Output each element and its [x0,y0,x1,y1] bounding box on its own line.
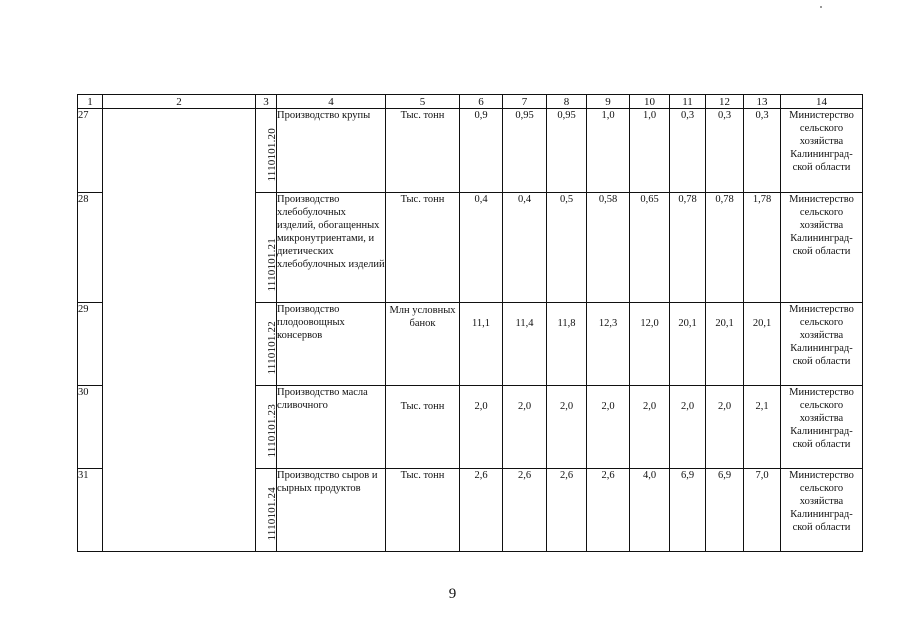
col-header: 1 [78,95,103,109]
indicator-code-cell [256,303,277,386]
indicator-code-cell [256,469,277,552]
scan-speck [820,6,822,8]
value-cell: 0,78 [670,193,706,303]
value-cell: 0,3 [744,109,781,193]
col-header: 13 [744,95,781,109]
value-cell: 2,0 [670,386,706,469]
merged-empty-cell [103,109,256,552]
value-cell: 2,0 [630,386,670,469]
indicator-code: 1110101.22 [266,321,278,375]
value-cell: 4,0 [630,469,670,552]
indicator-code-cell [256,193,277,303]
value-cell: 0,3 [670,109,706,193]
value-cell: 20,1 [670,303,706,386]
responsible-organization: Министерство сельского хозяйства Калининград- ской области [781,193,863,303]
col-header: 3 [256,95,277,109]
unit-cell: Тыс. тонн [386,193,460,303]
col-header: 6 [460,95,503,109]
value-cell: 2,0 [460,386,503,469]
value-cell: 12,3 [587,303,630,386]
table-row [78,109,863,193]
col-header: 2 [103,95,256,109]
row-number: 30 [78,386,103,469]
value-cell: 0,4 [460,193,503,303]
responsible-organization: Министерство сельского хозяйства Калининград- ской области [781,109,863,193]
value-cell: 2,1 [744,386,781,469]
unit-cell: Тыс. тонн [386,386,460,469]
value-cell: 0,78 [706,193,744,303]
indicator-code-cell [256,386,277,469]
unit-cell: Млн условных банок [386,303,460,386]
value-cell: 2,6 [503,469,547,552]
col-header: 11 [670,95,706,109]
col-header: 4 [277,95,386,109]
indicators-table [77,94,863,552]
col-header: 7 [503,95,547,109]
value-cell: 20,1 [706,303,744,386]
column-number-row [78,95,863,109]
indicator-code: 1110101.20 [266,128,278,182]
value-cell: 0,65 [630,193,670,303]
row-number: 27 [78,109,103,193]
unit-cell: Тыс. тонн [386,109,460,193]
indicator-name: Производство хлебобулочных изделий, обогащенных микронутриентами, и диетических хлебобулочных изделий [277,193,386,303]
unit-cell: Тыс. тонн [386,469,460,552]
value-cell: 2,0 [587,386,630,469]
indicator-code: 1110101.24 [266,487,278,541]
value-cell: 11,8 [547,303,587,386]
value-cell: 2,0 [706,386,744,469]
col-header: 8 [547,95,587,109]
value-cell: 0,95 [547,109,587,193]
indicator-code: 1110101.23 [266,404,278,458]
col-header: 14 [781,95,863,109]
value-cell: 0,9 [460,109,503,193]
col-header: 12 [706,95,744,109]
value-cell: 1,78 [744,193,781,303]
value-cell: 0,3 [706,109,744,193]
value-cell: 0,5 [547,193,587,303]
indicator-code-cell [256,109,277,193]
value-cell: 2,6 [460,469,503,552]
col-header: 10 [630,95,670,109]
indicator-code: 1110101.21 [266,238,278,292]
value-cell: 20,1 [744,303,781,386]
indicator-name: Производство сыров и сырных продуктов [277,469,386,552]
value-cell: 6,9 [706,469,744,552]
value-cell: 0,58 [587,193,630,303]
row-number: 29 [78,303,103,386]
indicator-name: Производство крупы [277,109,386,193]
value-cell: 6,9 [670,469,706,552]
value-cell: 1,0 [630,109,670,193]
value-cell: 12,0 [630,303,670,386]
col-header: 9 [587,95,630,109]
value-cell: 0,4 [503,193,547,303]
responsible-organization: Министерство сельского хозяйства Калининград- ской области [781,469,863,552]
value-cell: 11,1 [460,303,503,386]
value-cell: 2,0 [503,386,547,469]
value-cell: 0,95 [503,109,547,193]
indicator-name: Производство масла сливочного [277,386,386,469]
indicator-name: Производство плодоовощных консервов [277,303,386,386]
value-cell: 7,0 [744,469,781,552]
page-number: 9 [448,586,457,602]
responsible-organization: Министерство сельского хозяйства Калининград- ской области [781,386,863,469]
row-number: 28 [78,193,103,303]
value-cell: 1,0 [587,109,630,193]
value-cell: 2,6 [587,469,630,552]
responsible-organization: Министерство сельского хозяйства Калининград- ской области [781,303,863,386]
col-header: 5 [386,95,460,109]
row-number: 31 [78,469,103,552]
value-cell: 2,6 [547,469,587,552]
value-cell: 2,0 [547,386,587,469]
value-cell: 11,4 [503,303,547,386]
